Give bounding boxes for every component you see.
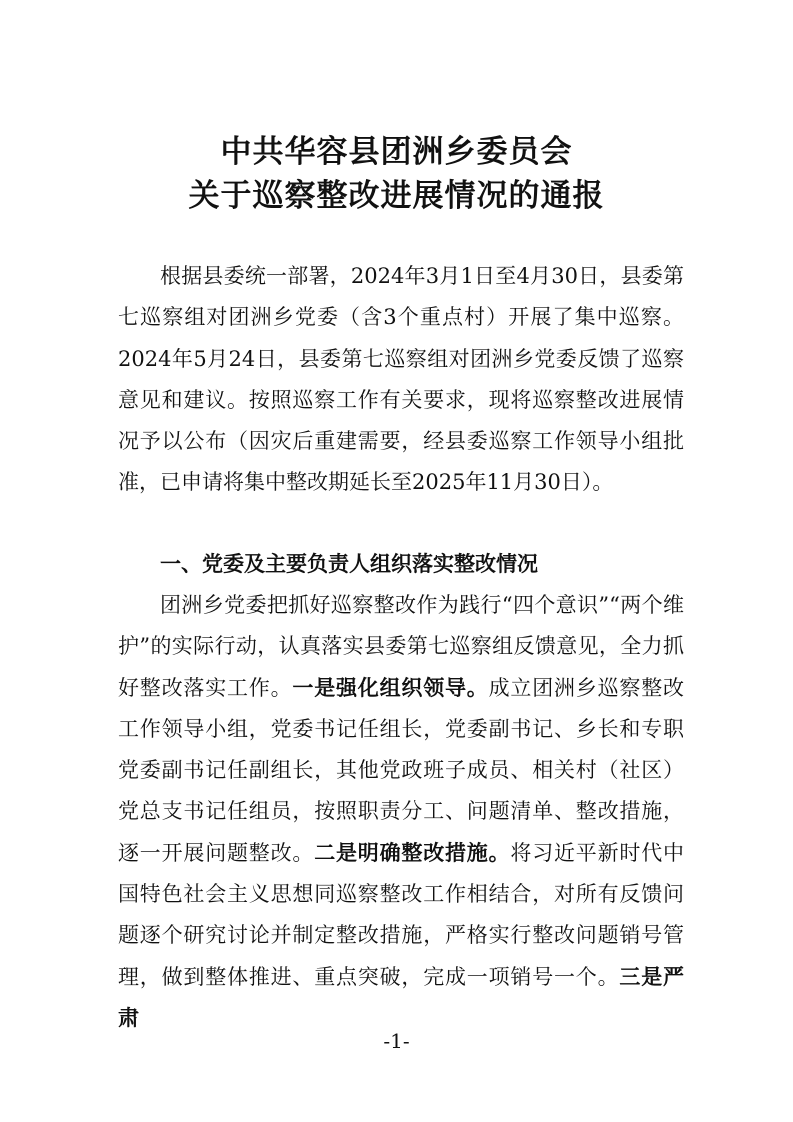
title-line-1: 中共华容县团洲乡委员会 <box>220 134 573 170</box>
paragraph-section-1-text-a: 团洲乡党委把抓好巡察整改作为践行“四个意识”“两个维护”的实际行动，认真落实县委第七巡察组反馈意见，全力抓好整改落实工作。 <box>118 593 684 700</box>
paragraph-section-1-text-b: 成立团洲乡巡察整改工作领导小组，党委书记任组长，党委副书记、乡长和专职党委副书记任副组长，其他党政班子成员、相关村（社区）党总支书记任组员，按照职责分工、问题清单、整改措施，逐一开展问题整改。 <box>118 675 685 865</box>
point-three-label: 三是严肃 <box>118 964 685 1030</box>
point-two-label: 二是明确整改措施。 <box>314 840 511 865</box>
paragraph-section-1 <box>118 585 684 1039</box>
page-number: -1- <box>383 1029 410 1053</box>
paragraph-section-1-text-c: 将习近平新时代中国特色社会主义思想同巡察整改工作相结合，对所有反馈问题逐个研究讨论并制定整改措施，严格实行整改问题销号管理，做到整体推进、重点突破，完成一项销号一个。 <box>118 840 685 989</box>
section-heading-1: 一、党委及主要负责人组织落实整改情况 <box>160 552 538 576</box>
point-one-label: 一是强化组织领导。 <box>292 675 489 700</box>
paragraph-intro: 根据县委统一部署，2024年3月1日至4月30日，县委第七巡察组对团洲乡党委（含3个重点村）开展了集中巡察。2024年5月24日，县委第七巡察组对团洲乡党委反馈了巡察意见和建议。按照巡察工作有关要求，现将巡察整改进展情况予以公布（因灾后重建需要，经县委巡察工作领导小组批准，已申请将集中整改期延长至2025年11月30日）。 <box>118 264 684 495</box>
title-line-2: 关于巡察整改进展情况的通报 <box>188 178 605 214</box>
